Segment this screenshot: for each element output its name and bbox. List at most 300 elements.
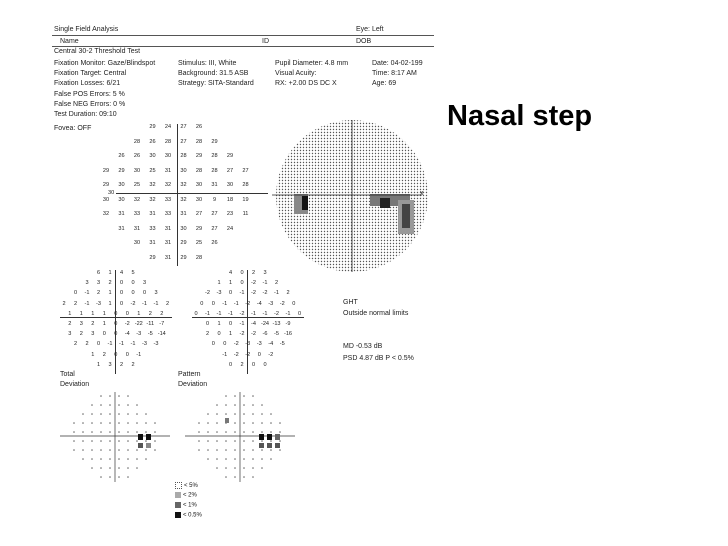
pattern-deviation-value: 0: [240, 270, 244, 276]
param-stimulus: Stimulus: III, White: [178, 60, 237, 67]
threshold-value: 28: [211, 153, 218, 159]
probability-dot: [118, 395, 120, 397]
probability-dot: [154, 431, 156, 433]
threshold-value: 31: [164, 167, 172, 174]
probability-dot: [270, 458, 272, 460]
pattern-deviation-value: 0: [211, 300, 215, 307]
pattern-deviation-value: -2: [233, 351, 239, 358]
probability-dot: [261, 431, 263, 433]
probability-dot: [234, 467, 236, 469]
pattern-deviation-value: 1: [217, 321, 221, 327]
probability-dot: [100, 440, 102, 442]
probability-dot: [91, 404, 93, 406]
probability-dot: [82, 458, 84, 460]
pattern-deviation-value: 0: [205, 321, 210, 327]
threshold-value: 33: [164, 196, 172, 203]
pattern-deviation-value: -2: [251, 280, 256, 287]
pattern-deviation-value: -3: [268, 300, 274, 307]
probability-dot: [100, 413, 102, 415]
threshold-value: 11: [242, 211, 249, 217]
total-deviation-value: 2: [102, 351, 106, 358]
pattern-deviation-value: -1: [274, 290, 279, 297]
total-deviation-value: 2: [119, 361, 124, 368]
threshold-value: 27: [195, 211, 203, 217]
probability-dot: [243, 476, 245, 478]
threshold-value: 33: [164, 211, 172, 217]
slide-title: Nasal step: [447, 100, 593, 132]
pattern-deviation-value: -3: [216, 290, 222, 297]
total-deviation-value: 0: [131, 290, 135, 297]
pattern-deviation-value: 3: [263, 270, 267, 276]
probability-dot: [234, 476, 236, 478]
probability-dot: [279, 422, 281, 424]
threshold-value: 29: [149, 254, 156, 261]
header-divider-2: [52, 46, 434, 47]
probability-dot: [118, 431, 120, 433]
total-deviation-value: 0: [125, 310, 129, 317]
pattern-deviation-value: 0: [217, 331, 221, 338]
total-deviation-value: 3: [68, 331, 72, 338]
probability-dot: [109, 422, 111, 424]
total-deviation-value: 0: [131, 280, 135, 287]
threshold-value: 31: [118, 211, 125, 217]
probability-dot: [243, 395, 245, 397]
probability-dot: [207, 440, 209, 442]
probability-dot: [225, 431, 227, 433]
probability-dot: [82, 431, 84, 433]
pattern-deviation-value: 0: [240, 280, 244, 287]
probability-dot: [252, 440, 254, 442]
pattern-deviation-value: -1: [216, 310, 222, 317]
threshold-value: 31: [180, 211, 187, 217]
param-rx: RX: +2.00 DS DC X: [275, 80, 337, 87]
probability-dot: [252, 449, 254, 451]
probability-dot: [270, 431, 272, 433]
param-fixation-monitor: Fixation Monitor: Gaze/Blindspot: [54, 60, 156, 67]
threshold-value: 32: [102, 211, 110, 217]
pattern-deviation-value: 4: [228, 270, 233, 276]
total-deviation-value: -14: [157, 331, 166, 338]
threshold-value: 30: [164, 153, 172, 159]
pattern-deviation-value: 0: [257, 351, 261, 358]
pattern-deviation-value: -4: [268, 341, 274, 348]
param-time: Time: 8:17 AM: [372, 70, 417, 77]
pattern-deviation-value: 2: [286, 290, 290, 297]
pattern-deviation-value: -5: [274, 331, 279, 338]
probability-dot: [225, 476, 227, 478]
threshold-grid: [100, 124, 280, 274]
threshold-value: 23: [226, 211, 234, 217]
param-acuity: Visual Acuity:: [275, 70, 317, 77]
threshold-value: 31: [149, 211, 156, 217]
threshold-value: 29: [226, 153, 234, 159]
threshold-value: 30: [180, 225, 187, 232]
probability-dot: [91, 440, 93, 442]
probability-dot: [127, 476, 129, 478]
probability-dot: [100, 431, 102, 433]
pattern-deviation-value: -1: [239, 290, 245, 297]
threshold-value: 26: [118, 153, 125, 159]
pattern-deviation-value: -1: [285, 310, 291, 317]
param-false-pos: False POS Errors: 5 %: [54, 91, 125, 98]
probability-dot: [127, 395, 129, 397]
probability-dot: [207, 422, 209, 424]
total-deviation-value: 2: [62, 300, 66, 307]
threshold-value: 31: [118, 225, 125, 232]
total-deviation-value: -4: [124, 331, 130, 338]
total-deviation-value: 2: [91, 321, 95, 327]
probability-dot: [270, 449, 272, 451]
threshold-value: 31: [133, 225, 141, 232]
probability-dot: [109, 449, 111, 451]
probability-dot: [252, 458, 254, 460]
probability-dot: [243, 431, 245, 433]
legend-medium-icon: [175, 502, 181, 508]
total-deviation-value: 2: [85, 341, 89, 348]
probability-dot: [127, 440, 129, 442]
threshold-value: 28: [242, 182, 249, 188]
probability-dot: [109, 458, 111, 460]
probability-dot: [109, 431, 111, 433]
threshold-value: 31: [211, 182, 218, 188]
legend-light-icon: [175, 492, 181, 498]
total-deviation-value: -1: [84, 300, 90, 307]
probability-dot: [234, 458, 236, 460]
threshold-value: 26: [195, 124, 203, 130]
threshold-value: 27: [180, 138, 187, 145]
probability-dot: [216, 422, 218, 424]
total-deviation-value: -22: [134, 321, 143, 327]
total-deviation-value: 1: [91, 310, 95, 317]
threshold-value: 29: [180, 240, 187, 246]
threshold-value: 29: [195, 225, 203, 232]
param-age: Age: 69: [372, 80, 397, 87]
probability-dot: [91, 467, 93, 469]
total-deviation-value: -1: [142, 300, 147, 307]
pattern-deviation-value: -9: [285, 321, 291, 327]
probability-dot: [243, 404, 245, 406]
threshold-value: 26: [133, 153, 141, 159]
pattern-deviation-value: -1: [233, 300, 239, 307]
total-deviation-value: 2: [148, 310, 152, 317]
total-deviation-value: 3: [142, 280, 147, 287]
pattern-deviation-value: -1: [205, 310, 210, 317]
threshold-value: 32: [164, 182, 172, 188]
total-deviation-value: -5: [147, 331, 153, 338]
total-deviation-value: 2: [68, 321, 72, 327]
probability-dot: [145, 413, 147, 415]
total-deviation-value: -3: [142, 341, 147, 348]
probability-dot: [270, 413, 272, 415]
threshold-value: 32: [180, 196, 187, 203]
probability-dot: [225, 449, 227, 451]
pattern-deviation-value: 2: [274, 280, 279, 287]
probability-dot: [252, 422, 254, 424]
total-deviation-value: 2: [73, 341, 78, 348]
threshold-axis-h: [116, 193, 268, 194]
pattern-label-2: Deviation: [178, 381, 208, 388]
pattern-deviation-value: -2: [268, 351, 274, 358]
probability-dot: [270, 422, 272, 424]
pattern-deviation-value: -24: [260, 321, 270, 327]
probability-dot: [118, 413, 120, 415]
total-deviation-value: 3: [154, 290, 158, 297]
total-deviation-value: 0: [114, 351, 118, 358]
probability-dot: [234, 404, 236, 406]
total-deviation-value: -1: [130, 341, 136, 348]
probability-dot: [207, 431, 209, 433]
threshold-value: 27: [180, 124, 187, 130]
total-deviation-value: 1: [102, 310, 106, 317]
threshold-value: 29: [180, 254, 187, 261]
pattern-deviation-value: -1: [222, 300, 228, 307]
md-value: MD -0.53 dB: [343, 343, 383, 350]
total-deviation-value: -1: [84, 290, 90, 297]
probability-dot: [252, 467, 254, 469]
total-deviation-value: -3: [136, 331, 142, 338]
probability-dot: [73, 440, 75, 442]
probability-dot: [279, 449, 281, 451]
total-deviation-value: 1: [137, 310, 141, 317]
probability-dot: [91, 422, 93, 424]
total-deviation-value: 0: [114, 310, 118, 317]
probability-dot: [109, 476, 111, 478]
probability-dot: [100, 404, 102, 406]
probability-dot: [198, 440, 200, 442]
total-deviation-value: 1: [68, 310, 72, 317]
probability-dot: [243, 449, 245, 451]
legend-dark-icon: [175, 512, 181, 518]
pattern-deviation-value: 0: [263, 361, 267, 368]
legend-05pct: < 0.5%: [175, 512, 202, 519]
pattern-deviation-value: -5: [279, 341, 285, 348]
pattern-deviation-value: 0: [223, 341, 227, 348]
param-false-neg: False NEG Errors: 0 %: [54, 101, 126, 108]
threshold-value: 29: [102, 182, 110, 188]
threshold-value: 32: [149, 182, 156, 188]
pattern-deviation-value: 2: [240, 361, 244, 368]
probability-dot: [73, 431, 75, 433]
total-deviation-value: 2: [108, 280, 112, 287]
threshold-value: 29: [195, 153, 203, 159]
probability-dot: [252, 413, 254, 415]
probability-dot: [234, 395, 236, 397]
threshold-value: 30: [133, 240, 141, 246]
probability-dot: [91, 449, 93, 451]
pattern-deviation-value: -4: [251, 321, 256, 327]
probability-dot: [109, 440, 111, 442]
param-pupil: Pupil Diameter: 4.8 mm: [275, 60, 349, 67]
probability-dot: [270, 440, 272, 442]
threshold-value: 25: [195, 240, 203, 246]
total-deviation-value: 0: [73, 290, 78, 297]
total-deviation-value: 2: [96, 290, 101, 297]
legend-1pct: < 1%: [175, 502, 197, 509]
total-deviation-value: -1: [107, 341, 113, 348]
probability-dot: [225, 413, 227, 415]
probability-dot: [109, 404, 111, 406]
total-deviation-value: 1: [79, 310, 83, 317]
pattern-deviation-value: -1: [262, 280, 268, 287]
probability-dot: [154, 440, 156, 442]
total-deviation-grid: [58, 270, 178, 378]
probability-dot: [127, 467, 129, 469]
total-deviation-value: 1: [108, 270, 112, 276]
pattern-deviation-value: -2: [239, 331, 245, 338]
probability-dot: [198, 431, 200, 433]
total-deviation-value: -3: [153, 341, 159, 348]
total-deviation-value: 0: [119, 290, 124, 297]
total-deviation-value: 3: [85, 280, 89, 287]
total-deviation-value: 3: [79, 321, 83, 327]
param-strategy: Strategy: SITA-Standard: [178, 80, 254, 87]
total-deviation-value: 5: [131, 270, 135, 276]
probability-dot: [136, 458, 138, 460]
threshold-value: 31: [164, 225, 172, 232]
probability-dot: [225, 467, 227, 469]
pattern-deviation-value: 0: [194, 310, 198, 317]
probability-dot: [127, 458, 129, 460]
total-deviation-value: 1: [108, 290, 112, 297]
total-deviation-value: 0: [114, 331, 118, 338]
threshold-value: 32: [149, 196, 156, 203]
total-deviation-value: -2: [130, 300, 136, 307]
probability-dot: [118, 476, 120, 478]
pattern-deviation-value: -2: [233, 341, 239, 348]
probability-dot: [198, 449, 200, 451]
pattern-deviation-value: -6: [262, 331, 268, 338]
probability-dot: [82, 422, 84, 424]
pattern-deviation-value: 1: [228, 280, 233, 287]
probability-dot: [243, 467, 245, 469]
ght-value: Outside normal limits: [343, 310, 409, 317]
total-deviation-value: -7: [159, 321, 165, 327]
probability-dot: [109, 413, 111, 415]
probability-dot: [91, 458, 93, 460]
total-deviation-value: 0: [142, 290, 147, 297]
probability-dot: [207, 413, 209, 415]
eye-label: Eye: Left: [356, 26, 384, 33]
legend-5pct: < 5%: [175, 482, 198, 489]
probability-dot: [154, 449, 156, 451]
pattern-label: Pattern: [178, 371, 201, 378]
report-title: Single Field Analysis: [54, 26, 119, 33]
probability-dot: [100, 449, 102, 451]
probability-dot: [279, 431, 281, 433]
probability-dot: [82, 413, 84, 415]
pattern-deviation-value: -13: [272, 321, 281, 327]
total-deviation-value: 0: [125, 351, 129, 358]
pattern-deviation-grid: [190, 270, 310, 378]
probability-dot: [207, 458, 209, 460]
probability-dot: [261, 404, 263, 406]
total-deviation-value: 0: [96, 341, 101, 348]
pattern-deviation-value: 1: [217, 280, 221, 287]
probability-dot: [234, 449, 236, 451]
threshold-value: 33: [149, 225, 156, 232]
probability-dot: [145, 422, 147, 424]
pattern-deviation-value: -2: [274, 310, 279, 317]
total-dev-axis-h: [60, 317, 172, 318]
probability-dot: [154, 422, 156, 424]
probability-dot: [216, 413, 218, 415]
probability-dot: [118, 458, 120, 460]
threshold-value: 30: [133, 167, 141, 174]
probability-dot: [91, 431, 93, 433]
pattern-deviation-value: -2: [245, 351, 251, 358]
probability-dot: [136, 467, 138, 469]
param-fixation-losses: Fixation Losses: 6/21: [54, 80, 121, 87]
pattern-deviation-value: -2: [251, 331, 256, 338]
pattern-dev-axis-h: [192, 317, 304, 318]
probability-dot: [252, 404, 254, 406]
pattern-deviation-value: -2: [279, 300, 285, 307]
dob-label: DOB: [356, 38, 372, 45]
param-fixation-target: Fixation Target: Central: [54, 70, 127, 77]
threshold-value: 26: [211, 240, 218, 246]
probability-dot: [261, 413, 263, 415]
probability-dot: [261, 458, 263, 460]
threshold-value: 9: [212, 196, 217, 203]
id-label: ID: [262, 38, 269, 45]
pattern-deviation-value: -1: [228, 310, 233, 317]
total-deviation-value: 2: [160, 310, 164, 317]
pattern-deviation-value: -2: [251, 290, 256, 297]
threshold-value: 24: [226, 225, 234, 232]
total-deviation-value: 2: [165, 300, 170, 307]
probability-dot: [127, 449, 129, 451]
threshold-value: 25: [149, 167, 156, 174]
total-deviation-probability-plot: [60, 392, 170, 482]
probability-dot: [136, 431, 138, 433]
total-deviation-value: 1: [108, 300, 112, 307]
probability-dot: [243, 422, 245, 424]
pattern-deviation-value: 0: [200, 300, 204, 307]
pattern-deviation-value: 0: [228, 361, 233, 368]
total-deviation-value: 0: [119, 280, 124, 287]
pattern-deviation-value: 0: [251, 361, 256, 368]
pattern-deviation-value: 0: [211, 341, 215, 348]
probability-dot: [145, 449, 147, 451]
threshold-extra-value: 30: [108, 190, 115, 196]
threshold-value: 28: [133, 138, 141, 145]
threshold-value: 28: [164, 138, 172, 145]
probability-dot: [109, 467, 111, 469]
pattern-deviation-value: 2: [251, 270, 256, 276]
grayscale-field-plot: [272, 116, 432, 276]
threshold-value: 30: [149, 153, 156, 159]
probability-dot: [243, 458, 245, 460]
pattern-deviation-value: -1: [251, 310, 256, 317]
threshold-value: 31: [164, 240, 172, 246]
probability-dot: [261, 449, 263, 451]
threshold-value: 27: [242, 167, 249, 174]
probability-dot: [82, 449, 84, 451]
threshold-value: 29: [149, 124, 156, 130]
probability-dot: [261, 422, 263, 424]
total-deviation-value: 4: [119, 270, 124, 276]
probability-dot: [100, 476, 102, 478]
pattern-deviation-value: 0: [292, 300, 296, 307]
threshold-value: 30: [195, 182, 203, 188]
pattern-deviation-value: -1: [222, 351, 228, 358]
threshold-value: 30: [118, 196, 125, 203]
probability-dot: [243, 413, 245, 415]
probability-dot: [207, 449, 209, 451]
legend-2pct: < 2%: [175, 492, 197, 499]
probability-dot: [91, 413, 93, 415]
probability-dot: [225, 395, 227, 397]
